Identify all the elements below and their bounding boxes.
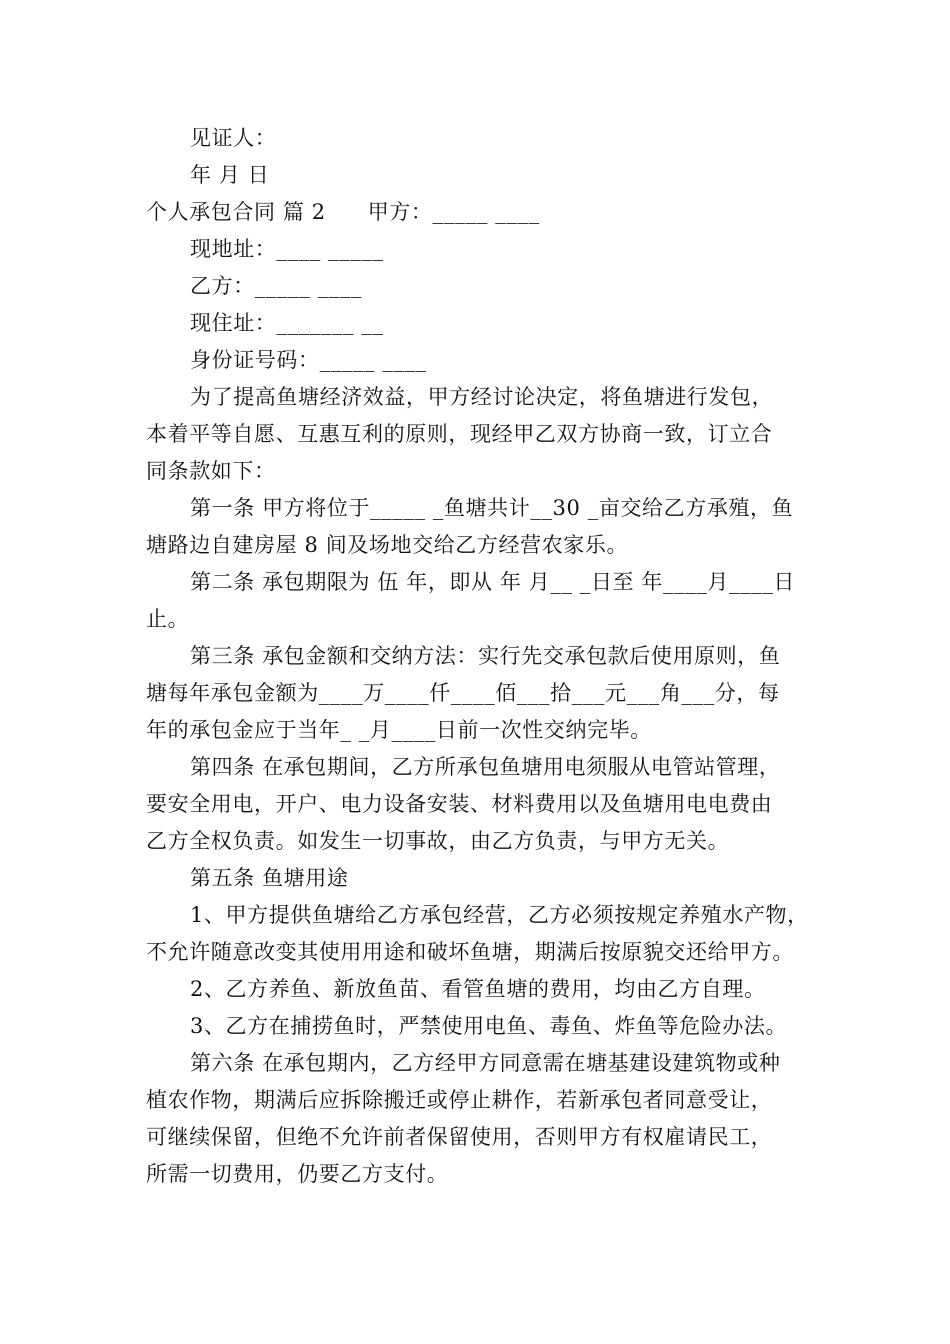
residence-field: 现住址：_______ __	[190, 311, 384, 335]
article-1-line: 第一条 甲方将位于_____ _鱼塘共计__30 _亩交给乙方承殖，鱼	[190, 496, 794, 520]
article-5-item-3: 3、乙方在捕捞鱼时，严禁使用电鱼、毒鱼、炸鱼等危险办法。	[190, 1014, 788, 1038]
article-6-line: 所需一切费用，仍要乙方支付。	[146, 1162, 449, 1186]
article-3-line: 年的承包金应于当年_ _月____日前一次性交纳完毕。	[146, 718, 652, 742]
article-6-line: 可继续保留，但绝不允许前者保留使用，否则甲方有权雇请民工，	[146, 1125, 773, 1149]
article-5-item-2: 2、乙方养鱼、新放鱼苗、看管鱼塘的费用，均由乙方自理。	[190, 977, 766, 1001]
current-address-field: 现地址：____ _____	[190, 237, 384, 261]
article-5-item-1: 1、甲方提供鱼塘给乙方承包经营，乙方必须按规定养殖水产物，	[190, 903, 809, 927]
article-3-line: 第三条 承包金额和交纳方法：实行先交承包款后使用原则，鱼	[190, 644, 781, 668]
article-6-line: 第六条 在承包期内，乙方经甲方同意需在塘基建设建筑物或种	[190, 1051, 781, 1075]
article-4-line: 第四条 在承包期间，乙方所承包鱼塘用电须服从电管站管理，	[190, 755, 781, 779]
article-6-line: 植农作物，期满后应拆除搬迁或停止耕作，若新承包者同意受让，	[146, 1088, 773, 1112]
preamble-line: 本着平等自愿、互惠互利的原则，现经甲乙双方协商一致，订立合	[146, 422, 773, 446]
preamble-line: 同条款如下：	[146, 459, 276, 483]
article-3-line: 塘每年承包金额为____万____仟____佰___拾___元___角___分，每	[146, 681, 780, 705]
witness-line: 见证人：	[190, 126, 277, 150]
article-2-line: 止。	[146, 607, 190, 631]
article-5-item-1: 不允许随意改变其使用用途和破坏鱼塘，期满后按原貌交还给甲方。	[146, 940, 794, 964]
party-a-field: 甲方：_____ ____	[367, 200, 540, 224]
article-4-line: 乙方全权负责。如发生一切事故，由乙方负责，与甲方无关。	[146, 829, 730, 853]
article-2-line: 第二条 承包期限为 伍 年，即从 年 月__ _日至 年____月____日	[190, 570, 796, 594]
contract-title: 个人承包合同 篇 2	[146, 200, 326, 224]
id-number-field: 身份证号码：_____ ____	[190, 348, 427, 372]
article-1-line: 塘路边自建房屋 8 间及场地交给乙方经营农家乐。	[146, 533, 629, 557]
contract-heading-line	[146, 198, 540, 226]
date-line: 年 月 日	[190, 163, 270, 187]
article-5-heading: 第五条 鱼塘用途	[190, 866, 349, 890]
party-b-field: 乙方：_____ ____	[190, 274, 362, 298]
article-4-line: 要安全用电，开户、电力设备安装、材料费用以及鱼塘用电电费由	[146, 792, 773, 816]
preamble-line: 为了提高鱼塘经济效益，甲方经讨论决定，将鱼塘进行发包，	[190, 385, 774, 409]
